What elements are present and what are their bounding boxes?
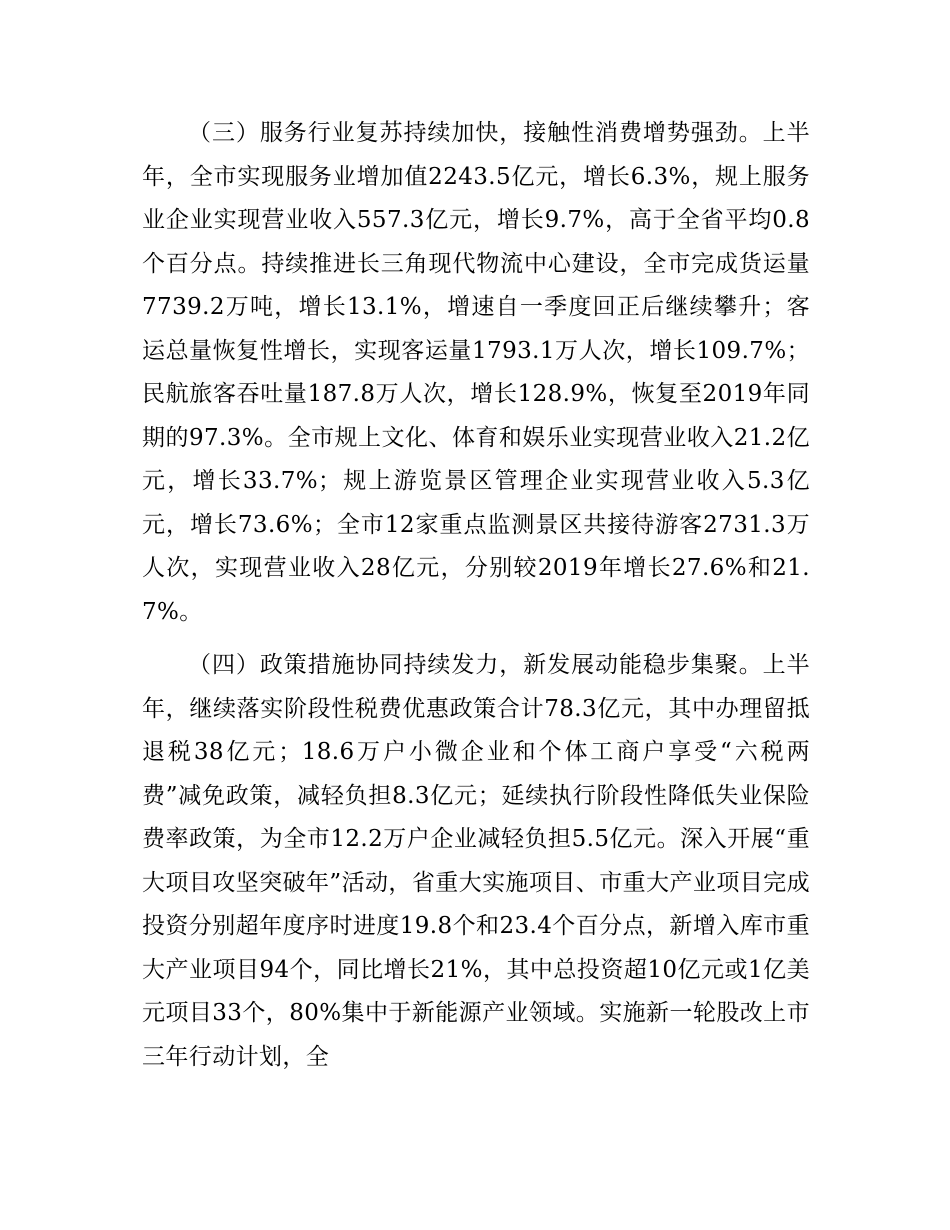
paragraph-policy-measures: （四）政策措施协同持续发力，新发展动能稳步集聚。上半年，继续落实阶段性税费优惠政策合计78.3亿元，其中办理留抵退税38亿元；18.6万户小微企业和个体工商户享受“六税两费”减免政策，减轻负担8.3亿元；延续执行阶段性降低失业保险费率政策，为全市12.2万户企业减轻负担5.5亿元。深入开展“重大项目攻坚突破年”活动，省重大实施项目、市重大产业项目完成投资分别超年度序时进度19.8个和23.4个百分点，新增入库市重大产业项目94个，同比增长21%，其中总投资超10亿元或1亿美元项目33个，80%集中于新能源产业领域。实施新一轮股改上市三年行动计划，全 — [142, 652, 810, 1070]
paragraph-services-sector: （三）服务行业复苏持续加快，接触性消费增势强劲。上半年，全市实现服务业增加值2243.5亿元，增长6.3%，规上服务业企业实现营业收入557.3亿元，增长9.7%，高于全省平均0.8个百分点。持续推进长三角现代物流中心建设，全市完成货运量7739.2万吨，增长13.1%，增速自一季度回正后继续攀升；客运总量恢复性增长，实现客运量1793.1万人次，增长109.7%；民航旅客吞吐量187.8万人次，增长128.9%，恢复至2019年同期的97.3%。全市规上文化、体育和娱乐业实现营业收入21.2亿元，增长33.7%；规上游览景区管理企业实现营业收入5.3亿元，增长73.6%；全市12家重点监测景区共接待游客2731.3万人次，实现营业收入28亿元，分别较2019年增长27.6%和21.7%。 — [142, 120, 810, 625]
document-page — [142, 112, 810, 1089]
